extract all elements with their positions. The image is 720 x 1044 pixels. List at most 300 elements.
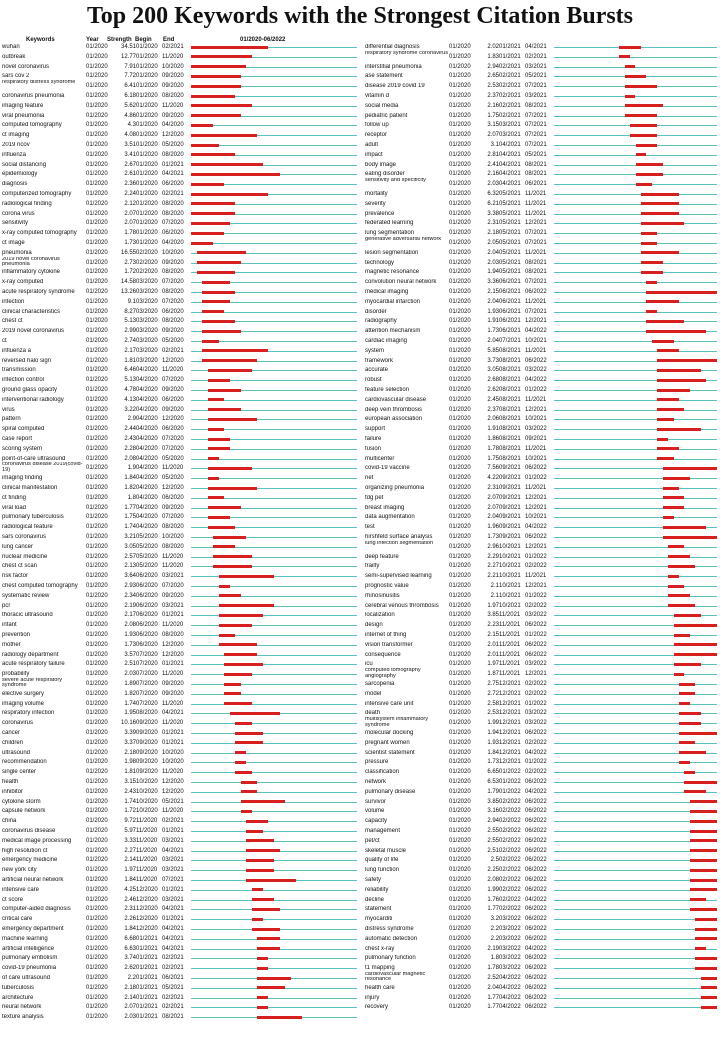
- burst-row: [365, 905, 717, 914]
- timeline-line: [191, 821, 357, 822]
- timeline-line: [191, 674, 357, 675]
- burst-bar: [657, 447, 679, 450]
- begin-value: 11/2021: [499, 661, 521, 668]
- begin-value: 08/2021: [499, 347, 521, 354]
- keyword-label: localization: [365, 612, 395, 619]
- keyword-label: support: [365, 426, 386, 433]
- year-value: 01/2020: [449, 347, 471, 354]
- burst-bar: [246, 839, 274, 842]
- keyword-label: computer-aided diagnosis: [2, 906, 71, 913]
- year-value: 01/2020: [449, 445, 471, 452]
- year-value: 01/2020: [86, 122, 108, 129]
- end-value: 02/2021: [162, 994, 184, 1001]
- begin-value: 10/2021: [499, 563, 521, 570]
- burst-bar: [625, 114, 658, 117]
- begin-value: 02/2022: [499, 857, 521, 864]
- year-value: 01/2020: [449, 612, 471, 619]
- keyword-label: corona virus: [2, 210, 35, 217]
- year-value: 01/2020: [449, 867, 471, 874]
- burst-row: [2, 925, 357, 934]
- end-value: 03/2021: [162, 837, 184, 844]
- strength-value: 1.76: [487, 896, 499, 903]
- keyword-label: 2019 novel coronavirus: [2, 328, 65, 335]
- burst-row: [2, 102, 357, 111]
- burst-bar: [219, 604, 274, 607]
- begin-value: 11/2020: [136, 857, 158, 864]
- strength-value: 4.3: [127, 122, 136, 129]
- burst-bar: [257, 1006, 268, 1009]
- burst-bar: [663, 496, 685, 499]
- timeline-line: [554, 498, 717, 499]
- keyword-label: risk factor: [2, 573, 29, 580]
- begin-value: 04/2022: [499, 1004, 521, 1011]
- end-value: 06/2022: [525, 828, 547, 834]
- keyword-label: radiological feature: [2, 524, 53, 531]
- burst-bar: [191, 75, 241, 78]
- burst-bar: [679, 702, 690, 705]
- year-value: 01/2020: [449, 935, 471, 942]
- year-value: 01/2020: [86, 73, 108, 80]
- end-value: 11/2021: [525, 191, 547, 197]
- begin-value: 01/2020: [136, 132, 158, 139]
- keyword-label: probability: [2, 671, 30, 678]
- burst-bar: [224, 692, 241, 695]
- keyword-label: pulmonary disease: [365, 788, 416, 795]
- begin-value: 06/2020: [136, 573, 158, 580]
- burst-bar: [630, 124, 657, 127]
- burst-bar: [213, 565, 252, 568]
- strength-value: 2.07: [124, 220, 136, 227]
- burst-row: [2, 278, 357, 287]
- year-value: 01/2020: [86, 455, 108, 462]
- keyword-label: point-of-care ultrasound: [2, 455, 66, 462]
- timeline-line: [554, 400, 717, 401]
- end-value: 11/2021: [525, 210, 547, 217]
- burst-row: [365, 415, 717, 424]
- end-value: 11/2021: [525, 485, 547, 491]
- year-value: 01/2020: [86, 289, 108, 295]
- begin-value: 06/2021: [499, 308, 521, 315]
- strength-value: 2.04: [487, 338, 499, 344]
- keyword-label: pattern: [2, 416, 21, 423]
- year-value: 01/2020: [86, 102, 108, 109]
- end-value: 08/2020: [162, 200, 184, 207]
- begin-value: 03/2022: [499, 935, 521, 942]
- keyword-label: severe acute respiratory syndrome: [2, 678, 63, 689]
- burst-bar: [208, 398, 225, 401]
- end-value: 06/2022: [525, 808, 547, 815]
- timeline-line: [554, 949, 717, 950]
- burst-bar: [191, 114, 241, 117]
- strength-value: 2.9: [127, 416, 136, 423]
- keyword-label: frailty: [365, 563, 380, 570]
- strength-value: 2.53: [487, 710, 499, 717]
- strength-value: 2.07: [487, 132, 499, 139]
- strength-value: 6.32: [487, 191, 499, 197]
- end-value: 05/2020: [162, 475, 184, 482]
- year-value: 01/2020: [86, 83, 108, 90]
- timeline-line: [554, 547, 717, 548]
- end-value: 06/2020: [162, 308, 184, 315]
- year-value: 01/2020: [449, 779, 471, 785]
- timeline-line: [554, 958, 717, 959]
- burst-bar: [641, 202, 679, 205]
- begin-value: 02/2020: [136, 249, 158, 256]
- burst-row: [365, 474, 717, 483]
- year-value: 01/2020: [449, 720, 471, 727]
- end-value: 01/2022: [525, 592, 547, 599]
- begin-value: 12/2021: [499, 749, 521, 756]
- begin-value: 06/2020: [136, 622, 158, 629]
- strength-value: 2.29: [487, 553, 499, 560]
- begin-value: 01/2020: [136, 44, 158, 50]
- burst-bar: [674, 653, 717, 656]
- keyword-label: breast imaging: [365, 504, 405, 511]
- keyword-label: cancer: [2, 730, 21, 736]
- end-value: 03/2021: [525, 63, 547, 70]
- begin-value: 05/2021: [499, 269, 521, 276]
- strength-column-header: Strength: [107, 37, 132, 43]
- burst-bar: [213, 536, 246, 539]
- end-value: 11/2021: [525, 573, 547, 580]
- strength-value: 2.03: [487, 259, 499, 266]
- timeline-line: [554, 968, 717, 969]
- begin-value: 08/2021: [499, 455, 521, 462]
- end-value: 08/2021: [162, 1014, 184, 1021]
- strength-value: 7.72: [124, 73, 136, 80]
- burst-bar: [641, 212, 679, 215]
- burst-row: [2, 43, 357, 52]
- end-value: 06/2022: [525, 1004, 547, 1011]
- year-value: 01/2020: [449, 102, 471, 109]
- end-value: 06/2022: [525, 818, 547, 825]
- strength-value: 2.08: [124, 455, 136, 462]
- year-value: 01/2020: [449, 857, 471, 864]
- end-value: 01/2022: [525, 553, 547, 560]
- keyword-label: pressure: [365, 759, 389, 766]
- year-value: 01/2020: [86, 151, 108, 158]
- year-value: 01/2020: [86, 514, 108, 521]
- year-value: 01/2020: [86, 377, 108, 384]
- end-value: 12/2021: [525, 318, 547, 325]
- begin-value: 08/2021: [499, 445, 521, 452]
- burst-bar: [674, 643, 717, 646]
- end-value: 06/2022: [525, 867, 547, 874]
- keyword-label: ct score: [2, 896, 24, 903]
- begin-value: 09/2020: [136, 749, 158, 756]
- end-value: 11/2020: [162, 465, 184, 472]
- strength-value: 6.65: [487, 769, 499, 776]
- burst-row: [2, 739, 357, 748]
- begin-value: 04/2020: [136, 475, 158, 482]
- begin-value: 01/2021: [136, 994, 158, 1001]
- burst-bar: [191, 212, 235, 215]
- burst-bar: [646, 330, 706, 333]
- burst-row: [365, 886, 717, 895]
- keyword-label: chest ct scan: [2, 563, 38, 570]
- end-value: 01/2021: [162, 828, 184, 834]
- begin-value: 03/2021: [499, 132, 521, 139]
- begin-value: 01/2021: [136, 955, 158, 962]
- keyword-label: differential diagnosis: [365, 44, 420, 50]
- begin-value: 10/2021: [499, 573, 521, 580]
- burst-row: [365, 268, 717, 277]
- burst-bar: [657, 389, 690, 392]
- end-value: 07/2020: [162, 377, 184, 384]
- burst-bar: [202, 349, 268, 352]
- burst-bar: [191, 134, 257, 137]
- timeline-line: [191, 645, 357, 646]
- year-value: 01/2020: [86, 602, 108, 609]
- burst-bar: [202, 330, 241, 333]
- burst-bar: [674, 624, 717, 627]
- begin-value: 04/2020: [136, 514, 158, 521]
- strength-value: 1.77: [487, 906, 499, 913]
- burst-bar: [636, 153, 647, 156]
- year-value: 01/2020: [449, 93, 471, 99]
- keyword-label: coronavirus pneumonia: [2, 93, 65, 99]
- strength-value: 3.05: [487, 367, 499, 374]
- end-value: 05/2020: [162, 338, 184, 344]
- burst-row: [365, 347, 717, 356]
- end-value: 04/2022: [525, 524, 547, 531]
- end-value: 11/2020: [162, 700, 184, 707]
- burst-bar: [636, 173, 663, 176]
- burst-row: [365, 562, 717, 571]
- keyword-label: pcr: [2, 602, 11, 609]
- keyword-label: lung function: [365, 867, 400, 874]
- burst-row: [365, 915, 717, 924]
- timeline-line: [554, 998, 717, 999]
- strength-value: 4.08: [124, 132, 136, 139]
- timeline-line: [191, 998, 357, 999]
- year-value: 01/2020: [449, 142, 471, 148]
- year-value: 01/2020: [449, 681, 471, 687]
- end-value: 08/2020: [162, 289, 184, 295]
- end-value: 07/2021: [525, 112, 547, 119]
- end-value: 05/2021: [162, 984, 184, 991]
- keyword-label: safety: [365, 877, 382, 883]
- timeline-line: [191, 860, 357, 861]
- burst-bar: [246, 879, 296, 882]
- timeline-line: [191, 655, 357, 656]
- begin-value: 08/2021: [499, 367, 521, 374]
- end-value: 06/2022: [525, 926, 547, 932]
- keyword-label: pneumonia: [2, 249, 32, 256]
- burst-row: [365, 602, 717, 611]
- end-value: 12/2020: [162, 132, 184, 139]
- begin-value: 11/2021: [499, 632, 521, 638]
- end-value: 08/2020: [162, 269, 184, 276]
- year-value: 01/2020: [449, 641, 471, 648]
- keyword-label: respiratory syndrome coronavirus: [365, 50, 449, 56]
- end-value: 12/2021: [525, 504, 547, 511]
- strength-value: 16.55: [120, 249, 136, 256]
- begin-value: 12/2020: [136, 886, 158, 893]
- end-value: 09/2021: [525, 436, 547, 442]
- end-value: 01/2021: [162, 730, 184, 736]
- keyword-label: inhibitor: [2, 788, 24, 795]
- begin-value: 02/2022: [499, 867, 521, 874]
- burst-bar: [208, 389, 241, 392]
- strength-value: 1.94: [487, 269, 499, 276]
- keyword-label: semi-supervised learning: [365, 573, 432, 580]
- burst-row: [2, 268, 357, 277]
- year-value: 01/2020: [449, 318, 471, 325]
- end-value: 04/2021: [162, 935, 184, 942]
- year-value: 01/2020: [86, 1004, 108, 1011]
- keyword-label: volume: [365, 808, 385, 815]
- keyword-label: radiography: [365, 318, 397, 325]
- year-value: 01/2020: [449, 975, 471, 981]
- begin-value: 07/2021: [499, 338, 521, 344]
- year-value: 01/2020: [449, 847, 471, 854]
- burst-row: [2, 474, 357, 483]
- begin-value: 03/2020: [136, 328, 158, 335]
- burst-row: [365, 210, 717, 219]
- burst-row: [365, 945, 717, 954]
- burst-bar: [663, 487, 679, 490]
- burst-bar: [684, 790, 706, 793]
- burst-row: [365, 572, 717, 581]
- strength-value: 2.94: [487, 63, 499, 70]
- burst-bar: [257, 937, 279, 940]
- begin-value: 12/2021: [499, 739, 521, 746]
- burst-row: [365, 553, 717, 562]
- begin-value: 04/2020: [136, 436, 158, 442]
- burst-row: [365, 435, 717, 444]
- burst-row: [2, 866, 357, 875]
- end-value: 12/2021: [525, 671, 547, 678]
- strength-value: 2.03: [124, 671, 136, 678]
- end-value: 07/2021: [525, 132, 547, 139]
- end-value: 03/2021: [162, 867, 184, 874]
- year-value: 01/2020: [86, 651, 108, 658]
- keyword-label: intensive care unit: [365, 700, 414, 707]
- strength-value: 2.2: [490, 935, 499, 942]
- begin-value: 01/2020: [136, 102, 158, 109]
- burst-bar: [674, 634, 690, 637]
- year-value: 01/2020: [86, 916, 108, 923]
- year-value: 01/2020: [86, 534, 108, 540]
- burst-bar: [257, 957, 268, 960]
- burst-row: [2, 210, 357, 219]
- burst-bar: [208, 438, 230, 441]
- end-value: 03/2021: [162, 857, 184, 864]
- timeline-line: [554, 762, 717, 763]
- end-value: 07/2021: [525, 279, 547, 286]
- year-value: 01/2020: [449, 739, 471, 746]
- begin-value: 01/2020: [136, 220, 158, 227]
- end-value: 03/2022: [525, 661, 547, 668]
- keyword-label: rhinosinusitis: [365, 592, 400, 599]
- end-value: 04/2021: [162, 945, 184, 952]
- begin-value: 09/2021: [499, 534, 521, 540]
- burst-bar: [630, 134, 657, 137]
- strength-value: 2.19: [487, 945, 499, 952]
- begin-value: 01/2020: [136, 181, 158, 188]
- timeline-line: [554, 557, 717, 558]
- year-value: 01/2020: [449, 896, 471, 903]
- strength-value: 3.15: [487, 122, 499, 129]
- begin-value: 04/2020: [136, 426, 158, 433]
- burst-row: [2, 337, 357, 346]
- year-value: 01/2020: [86, 269, 108, 276]
- keyword-label: hirshfeld surface analysis: [365, 534, 433, 540]
- begin-value: 05/2021: [499, 259, 521, 266]
- strength-value: 1.73: [487, 759, 499, 766]
- burst-bar: [684, 781, 717, 784]
- end-value: 09/2020: [162, 112, 184, 119]
- begin-value: 05/2021: [499, 249, 521, 256]
- burst-bar: [191, 242, 213, 245]
- burst-bar: [663, 506, 685, 509]
- burst-row: [2, 53, 357, 62]
- begin-value: 05/2020: [136, 553, 158, 560]
- burst-row: [2, 92, 357, 101]
- burst-bar: [191, 222, 230, 225]
- strength-value: 4.22: [487, 475, 499, 482]
- begin-value: 09/2021: [499, 524, 521, 531]
- year-value: 01/2020: [449, 769, 471, 776]
- burst-row: [365, 131, 717, 140]
- year-value: 01/2020: [86, 788, 108, 795]
- end-value: 06/2022: [525, 857, 547, 864]
- end-value: 09/2020: [162, 73, 184, 80]
- burst-bar: [191, 153, 235, 156]
- begin-value: 02/2022: [499, 798, 521, 805]
- strength-value: 6.21: [487, 200, 499, 207]
- end-value: 03/2022: [525, 426, 547, 433]
- strength-value: 2.36: [124, 181, 136, 188]
- strength-value: 2.62: [487, 387, 499, 393]
- keyword-label: quality of life: [365, 857, 399, 864]
- begin-value: 01/2022: [499, 769, 521, 776]
- keyword-label: clinical characteristics: [2, 308, 61, 315]
- year-value: 01/2020: [449, 583, 471, 589]
- burst-bar: [690, 869, 717, 872]
- burst-row: [365, 925, 717, 934]
- burst-bar: [690, 908, 717, 911]
- keyword-label: clinical manifestation: [2, 485, 58, 491]
- burst-row: [365, 631, 717, 640]
- timeline-line: [554, 351, 717, 352]
- burst-row: [2, 219, 357, 228]
- burst-row: [2, 680, 357, 689]
- burst-row: [365, 621, 717, 630]
- strength-value: 6.18: [124, 93, 136, 99]
- burst-bar: [208, 516, 230, 519]
- strength-value: 1.77: [487, 1004, 499, 1011]
- timeline-line: [191, 743, 357, 744]
- end-value: 07/2020: [162, 583, 184, 589]
- keyword-label: deep feature: [365, 553, 399, 560]
- year-value: 01/2020: [86, 730, 108, 736]
- burst-row: [365, 308, 717, 317]
- begin-value: 02/2021: [499, 83, 521, 90]
- strength-value: 2.27: [124, 847, 136, 854]
- year-value: 01/2020: [449, 553, 471, 560]
- strength-value: 1.84: [124, 475, 136, 482]
- timeline-line: [191, 586, 357, 587]
- strength-value: 2.99: [124, 328, 136, 335]
- timeline-line: [554, 439, 717, 440]
- end-value: 06/2022: [525, 641, 547, 648]
- burst-bar: [191, 46, 268, 49]
- end-value: 09/2020: [162, 592, 184, 599]
- burst-bar: [224, 663, 263, 666]
- burst-bar: [674, 673, 685, 676]
